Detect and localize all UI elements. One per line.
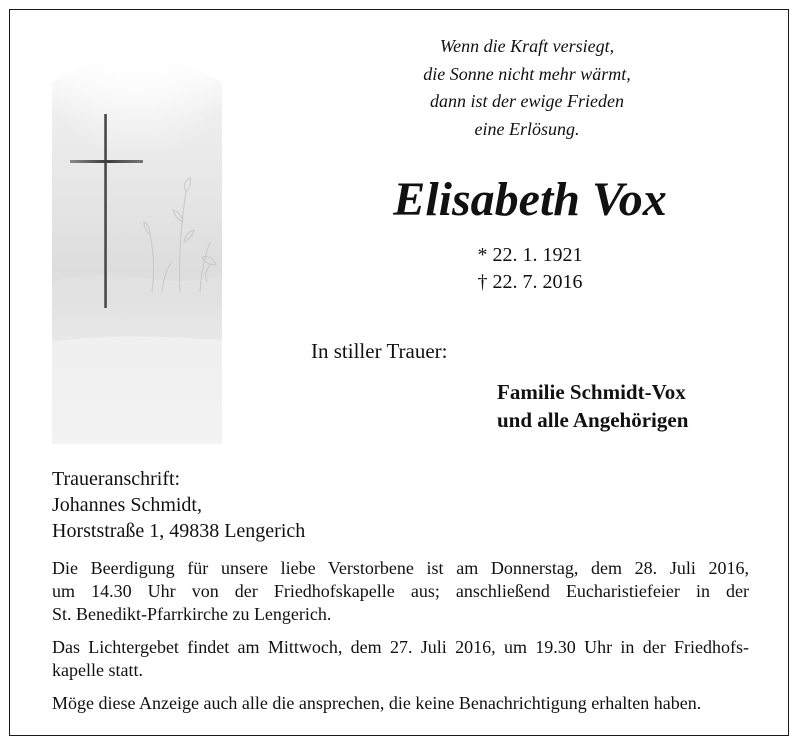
poem-line: eine Erlösung.: [474, 118, 580, 139]
closing-notice: [52, 692, 749, 715]
poem-line: die Sonne nicht mehr wärmt,: [423, 63, 631, 84]
address-name: Johannes Schmidt,: [52, 494, 202, 516]
closing-line: Möge diese Anzeige auch alle die ansprechen, die keine Benachrichtigung erhalten haben.: [52, 693, 702, 713]
cross-landscape-illustration: [52, 42, 222, 444]
funeral-line: Die Beerdigung für unsere liebe Verstorbene ist am Donnerstag, dem 28. Juli 2016,: [52, 558, 749, 578]
funeral-line: um 14.30 Uhr von der Friedhofskapelle aus; anschließend Eucharistiefeier in der: [52, 581, 749, 601]
poem-line: Wenn die Kraft versiegt,: [439, 36, 615, 56]
family-name: Familie Schmidt-Vox: [497, 380, 686, 404]
life-dates: [430, 242, 630, 296]
deceased-name: Elisabeth Vox: [393, 173, 667, 226]
prayer-notice: [52, 636, 749, 682]
mourners: [497, 378, 688, 434]
mourning-address: [52, 466, 305, 544]
prayer-line: Das Lichtergebet findet am Mittwoch, dem 27. Juli 2016, um 19.30 Uhr in der Friedhofs-: [52, 637, 749, 657]
death-date: † 22. 7. 2016: [477, 271, 583, 293]
funeral-line: St. Benedikt-Pfarrkirche zu Lengerich.: [52, 604, 332, 624]
address-label: Traueranschrift:: [52, 468, 181, 490]
birth-date: * 22. 1. 1921: [477, 244, 583, 266]
relatives: und alle Angehörigen: [497, 408, 689, 432]
funeral-notice: [52, 557, 749, 626]
address-street: Horststraße 1, 49838 Lengerich: [52, 520, 306, 542]
mourning-heading: In stiller Trauer:: [311, 339, 448, 363]
poem-line: dann ist der ewige Frieden: [430, 91, 624, 111]
memorial-image: [52, 42, 222, 444]
poem: [372, 33, 682, 143]
prayer-line: kapelle statt.: [52, 660, 143, 680]
